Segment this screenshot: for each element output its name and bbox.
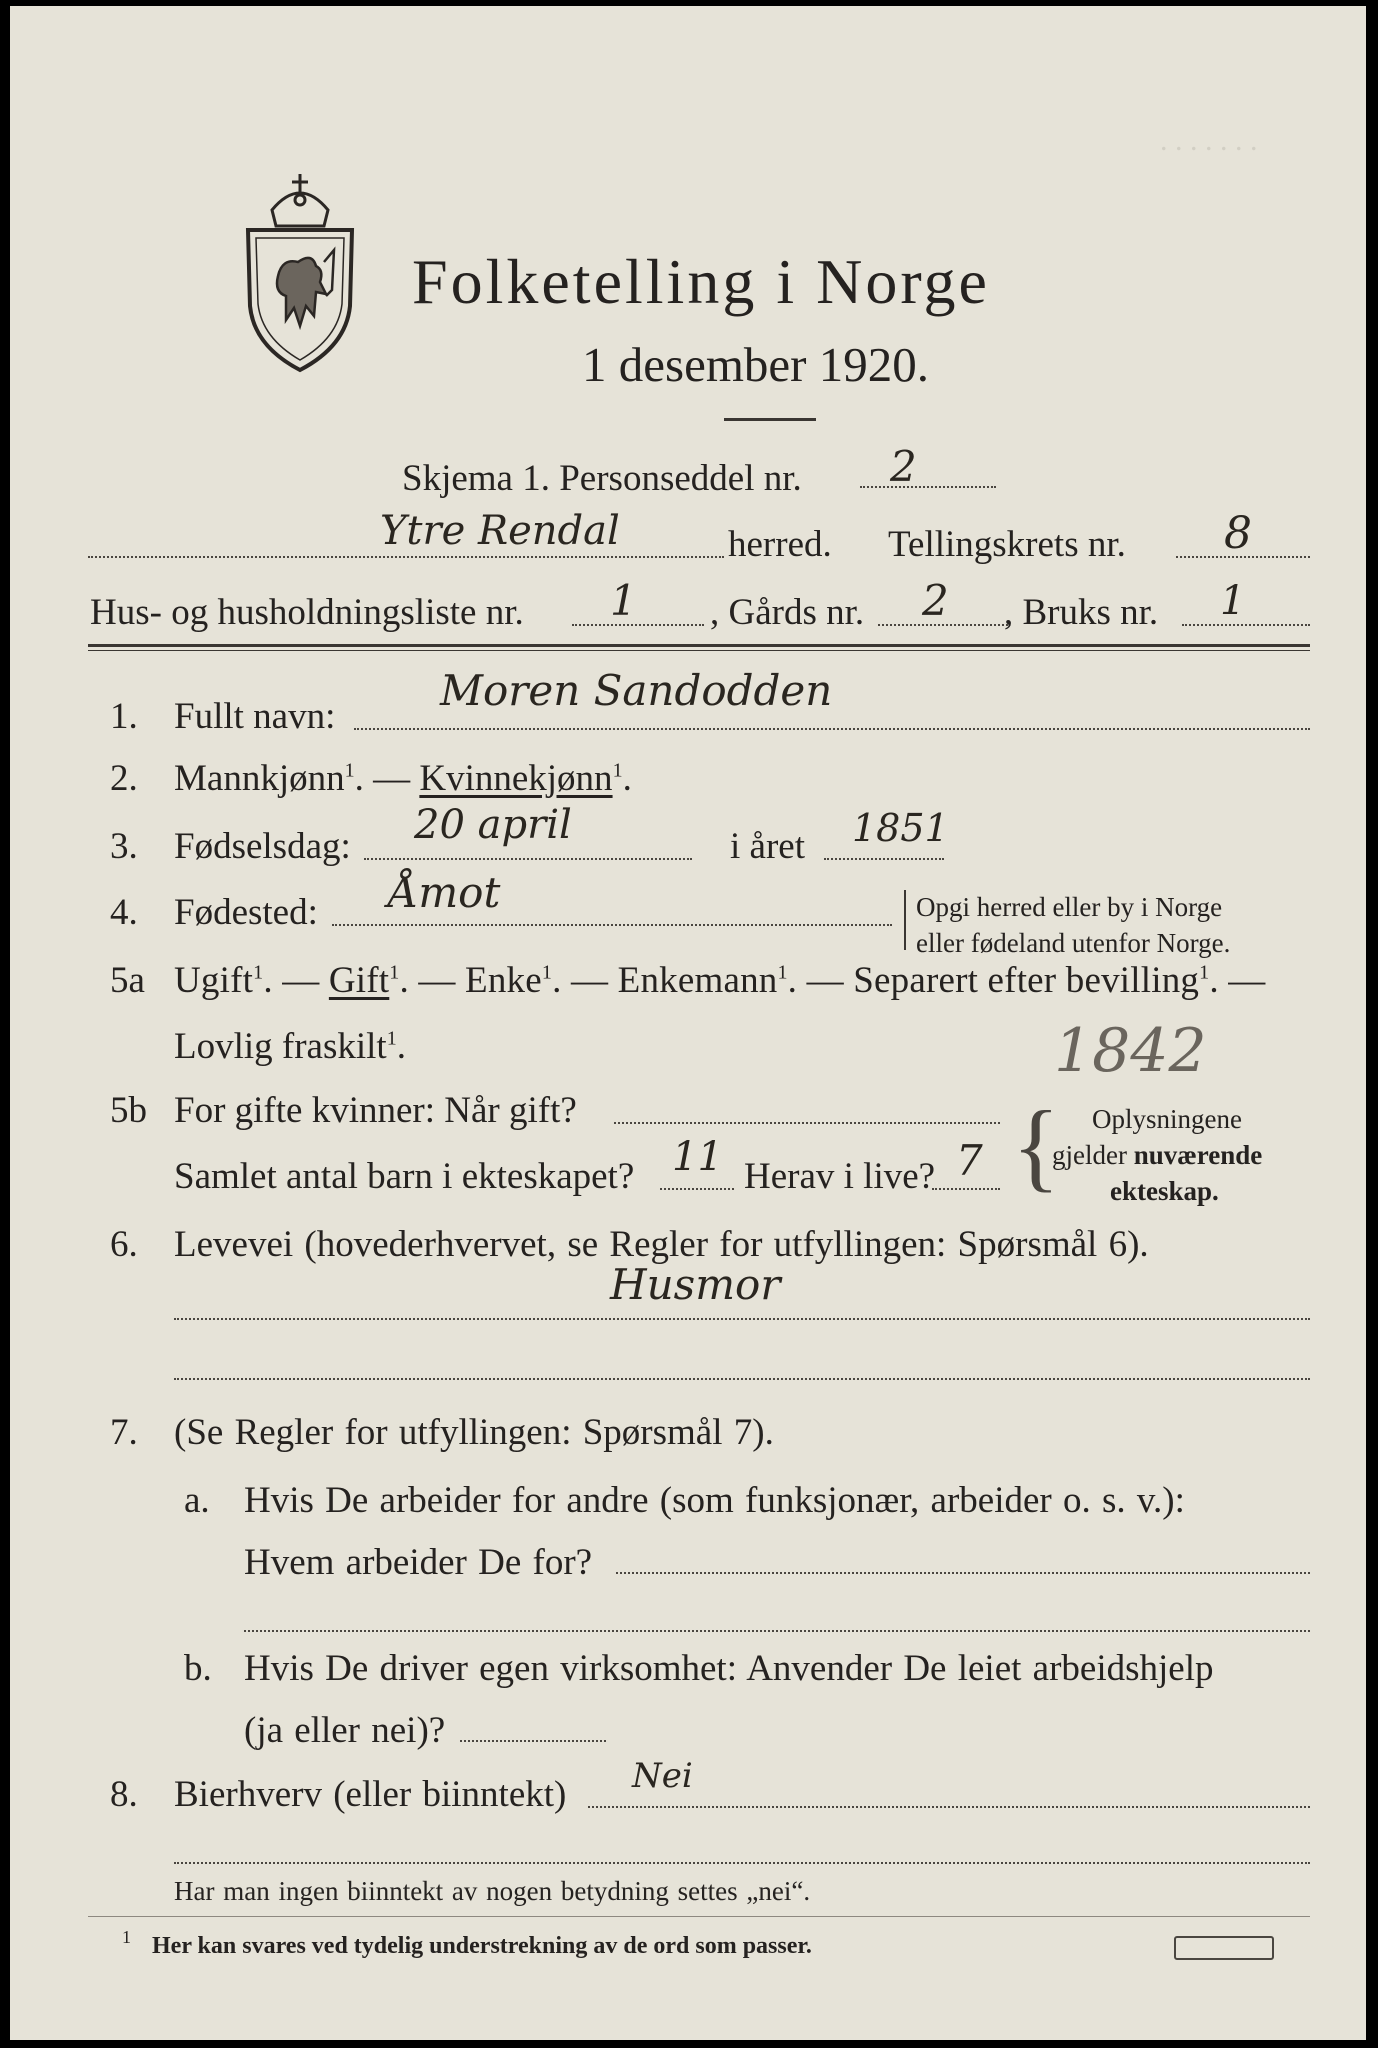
q8-label: Bierhverv (eller biinntekt) (174, 1774, 567, 1815)
footnote-mark: 1 (122, 1927, 131, 1947)
q5a-separert-option: Separert efter bevilling (853, 960, 1200, 1001)
q5a-enkemann-option: Enkemann (617, 960, 778, 1001)
q7b-letter: b. (184, 1648, 212, 1689)
q7b-text-2: (ja eller nei)? (244, 1710, 446, 1751)
q3-date-field-line (364, 858, 692, 860)
q1-label: Fullt navn: (174, 696, 336, 737)
q6-occupation-value: Husmor (610, 1260, 781, 1309)
schema-label: Skjema 1. Personseddel nr. (402, 458, 802, 499)
bruks-value: 1 (1220, 578, 1246, 624)
gards-value: 2 (922, 576, 949, 625)
q3-birthyear-value: 1851 (852, 806, 949, 850)
q5a-enke-option: Enke (465, 960, 542, 1001)
q4-field-line (332, 924, 892, 926)
q5b-number: 5b (110, 1090, 147, 1131)
q5b-note-line2: gjelder nuværende (1052, 1140, 1263, 1170)
q2-male-option: Mannkjønn (174, 758, 345, 799)
q7a-text: Hvis De arbeider for andre (som funksjonær, arbeider o. s. v.): (244, 1480, 1185, 1521)
header-double-rule-top (88, 644, 1310, 647)
q5b-note-line3: ekteskap. (1110, 1176, 1219, 1206)
q8-number: 8. (110, 1774, 138, 1815)
husliste-value: 1 (610, 576, 637, 625)
q5a-gift-option-underlined: Gift (328, 960, 390, 1001)
title-divider (724, 418, 816, 421)
husliste-label: Hus- og husholdningsliste nr. (90, 592, 524, 633)
q5b-alive-label: Herav i live? (744, 1156, 936, 1197)
q2-gender-line: Mannkjønn$^1$. — Kvinnekjønn$^1$. (174, 758, 632, 799)
personseddel-value: 2 (890, 442, 917, 491)
q1-number: 1. (110, 696, 138, 737)
q7-number: 7. (110, 1412, 138, 1453)
q1-field-line (354, 728, 1310, 730)
q8-note: Har man ingen biinntekt av nogen betydning settes „nei“. (174, 1876, 811, 1906)
footnote-text: Her kan svares ved tydelig understrekning av de ord som passer. (152, 1933, 812, 1959)
q2-number: 2. (110, 758, 138, 799)
q4-note-line1: Opgi herred eller by i Norge (916, 892, 1223, 922)
q6-field-line-2 (174, 1378, 1310, 1380)
personseddel-field-line (860, 486, 996, 488)
q7-label: (Se Regler for utfyllingen: Spørsmål 7). (174, 1412, 774, 1453)
q7b-text: Hvis De driver egen virksomhet: Anvender De leiet arbeidshjelp (244, 1648, 1214, 1689)
q3-label: Fødselsdag: (174, 826, 351, 867)
husliste-field-line (572, 624, 704, 626)
q5b-children-field-line (660, 1188, 734, 1190)
header-double-rule-bottom (88, 650, 1310, 651)
q4-birthplace-value: Åmot (388, 868, 501, 917)
census-form-sheet (10, 6, 1366, 2040)
q5a-marital-line: Ugift$^1$. — Gift$^1$. — Enke$^1$. — Enkemann$^1$. — Separert efter bevilling$^1$. — (174, 960, 1266, 1001)
bruks-label: , Bruks nr. (1004, 592, 1159, 633)
q5b-children-label: Samlet antal barn i ekteskapet? (174, 1156, 635, 1197)
q5a-fraskilt-option: Lovlig fraskilt (174, 1026, 387, 1067)
bruks-field-line (1182, 624, 1310, 626)
q6-label: Levevei (hovederhvervet, se Regler for utfyllingen: Spørsmål 6). (174, 1224, 1149, 1265)
q5b-married-label: For gifte kvinner: Når gift? (174, 1090, 577, 1131)
q8-sideincome-value: Nei (632, 1756, 693, 1796)
q3-birthdate-value: 20 april (414, 802, 572, 848)
q5a-number: 5a (110, 960, 145, 1001)
q7a-field-line-1 (616, 1572, 1310, 1574)
q4-note-bracket (904, 890, 906, 950)
q5a-ugift-option: Ugift (174, 960, 254, 1001)
q5a-fraskilt-line: Lovlig fraskilt$^1$. (174, 1026, 406, 1067)
q6-field-line-1 (174, 1318, 1310, 1320)
census-date: 1 desember 1920. (582, 337, 929, 392)
q3-year-label: i året (730, 826, 805, 867)
bleed-through-text: . . . . . . . (1160, 124, 1258, 157)
q5a-margin-note: 1842 (1054, 1016, 1207, 1086)
q7a-field-line-2 (244, 1630, 1310, 1632)
tellingskrets-value: 8 (1224, 508, 1252, 559)
footnote-rule (88, 1916, 1310, 1917)
q4-note-line2: eller fødeland utenfor Norge. (916, 928, 1231, 958)
herred-value: Ytre Rendal (380, 508, 620, 554)
herred-field-line (88, 556, 724, 558)
q1-fullname-value: Moren Sandodden (440, 666, 833, 715)
q3-number: 3. (110, 826, 138, 867)
q7b-field-line (460, 1740, 606, 1742)
norway-coat-of-arms-icon (242, 166, 358, 376)
q5b-married-field-line (614, 1122, 1000, 1124)
tellingskrets-label: Tellingskrets nr. (888, 524, 1126, 565)
form-title: Folketelling i Norge (412, 246, 990, 317)
q7a-letter: a. (184, 1480, 210, 1521)
q5b-note-line1: Oplysningene (1092, 1104, 1242, 1134)
q8-field-line-2 (174, 1862, 1310, 1864)
printer-stamp-icon (1174, 1936, 1274, 1960)
q5b-note-brace: { (1012, 1090, 1060, 1201)
q6-number: 6. (110, 1224, 138, 1265)
gards-label: , Gårds nr. (710, 592, 865, 633)
q2-female-option-underlined: Kvinnekjønn (419, 758, 613, 799)
q8-field-line-1 (588, 1806, 1310, 1808)
q5b-alive-field-line (932, 1188, 1000, 1190)
q4-label: Fødested: (174, 892, 318, 933)
q7a-text-2: Hvem arbeider De for? (244, 1542, 593, 1583)
q3-year-field-line (824, 858, 944, 860)
herred-label: herred. (728, 524, 832, 565)
q5b-alive-value: 7 (956, 1136, 983, 1185)
q4-number: 4. (110, 892, 138, 933)
q5b-children-value: 11 (672, 1134, 723, 1180)
